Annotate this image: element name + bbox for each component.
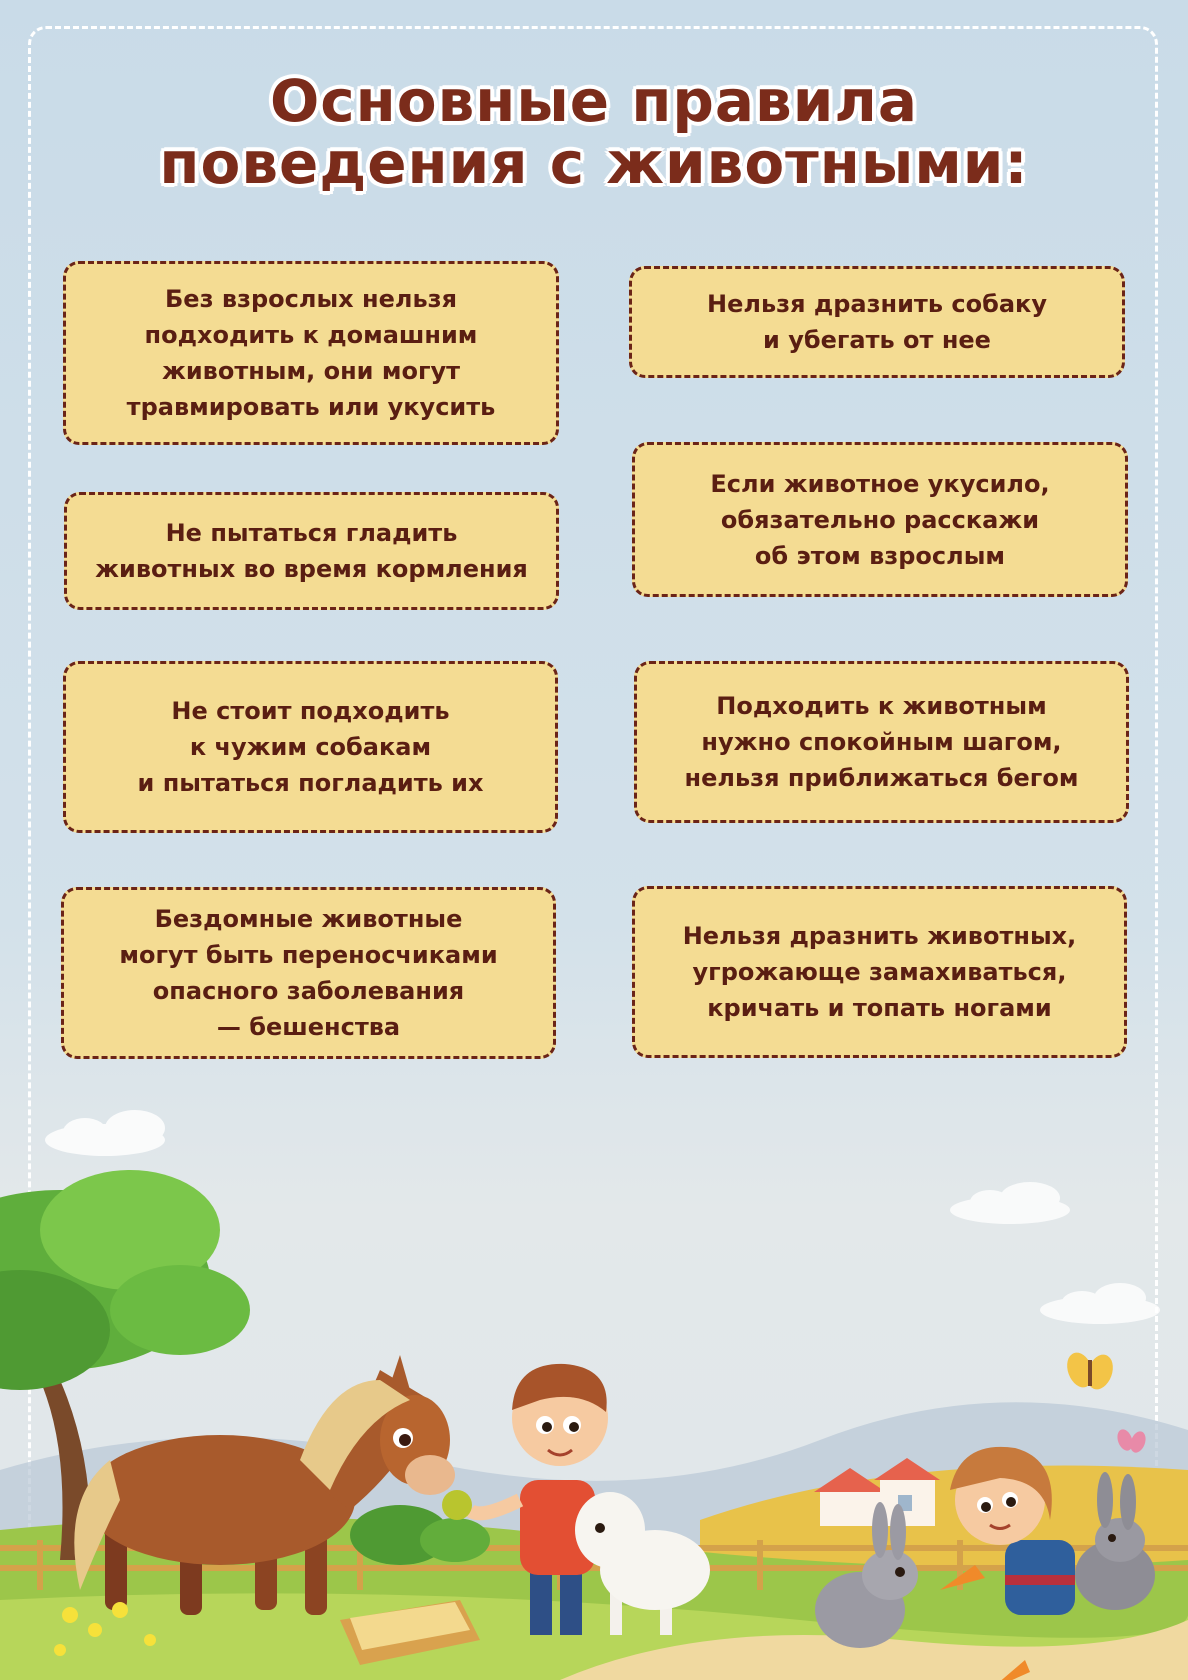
rule-text: Подходить к животным нужно спокойным шагом, нельзя приближаться бегом bbox=[684, 692, 1079, 792]
cloud bbox=[1040, 1283, 1160, 1324]
butterfly bbox=[1063, 1349, 1118, 1393]
rule-text: Если животное укусило, обязательно расскажи об этом взрослым bbox=[710, 469, 1050, 570]
cloud bbox=[45, 1110, 165, 1156]
rule-text: Нельзя дразнить животных, угрожающе замахиваться, кричать и топать ногами bbox=[682, 922, 1077, 1022]
rule-text: Не пытаться гладить животных во время кормления bbox=[95, 519, 528, 583]
rule-text: Без взрослых нельзя подходить к домашним животным, они могут травмировать или укусить bbox=[126, 285, 496, 421]
rule-text: Не стоит подходить к чужим собакам и пытаться погладить их bbox=[137, 697, 484, 797]
apple bbox=[442, 1490, 472, 1520]
page-title-line-1: Основные правила bbox=[269, 67, 919, 135]
page-title-line-2: поведения с животными: bbox=[159, 129, 1029, 197]
bush bbox=[420, 1518, 490, 1562]
cloud bbox=[950, 1182, 1070, 1224]
rule-text: Бездомные животные могут быть переносчиками опасного заболевания — бешенства bbox=[119, 905, 498, 1041]
rule-text: Нельзя дразнить собаку и убегать от нее bbox=[707, 290, 1047, 354]
